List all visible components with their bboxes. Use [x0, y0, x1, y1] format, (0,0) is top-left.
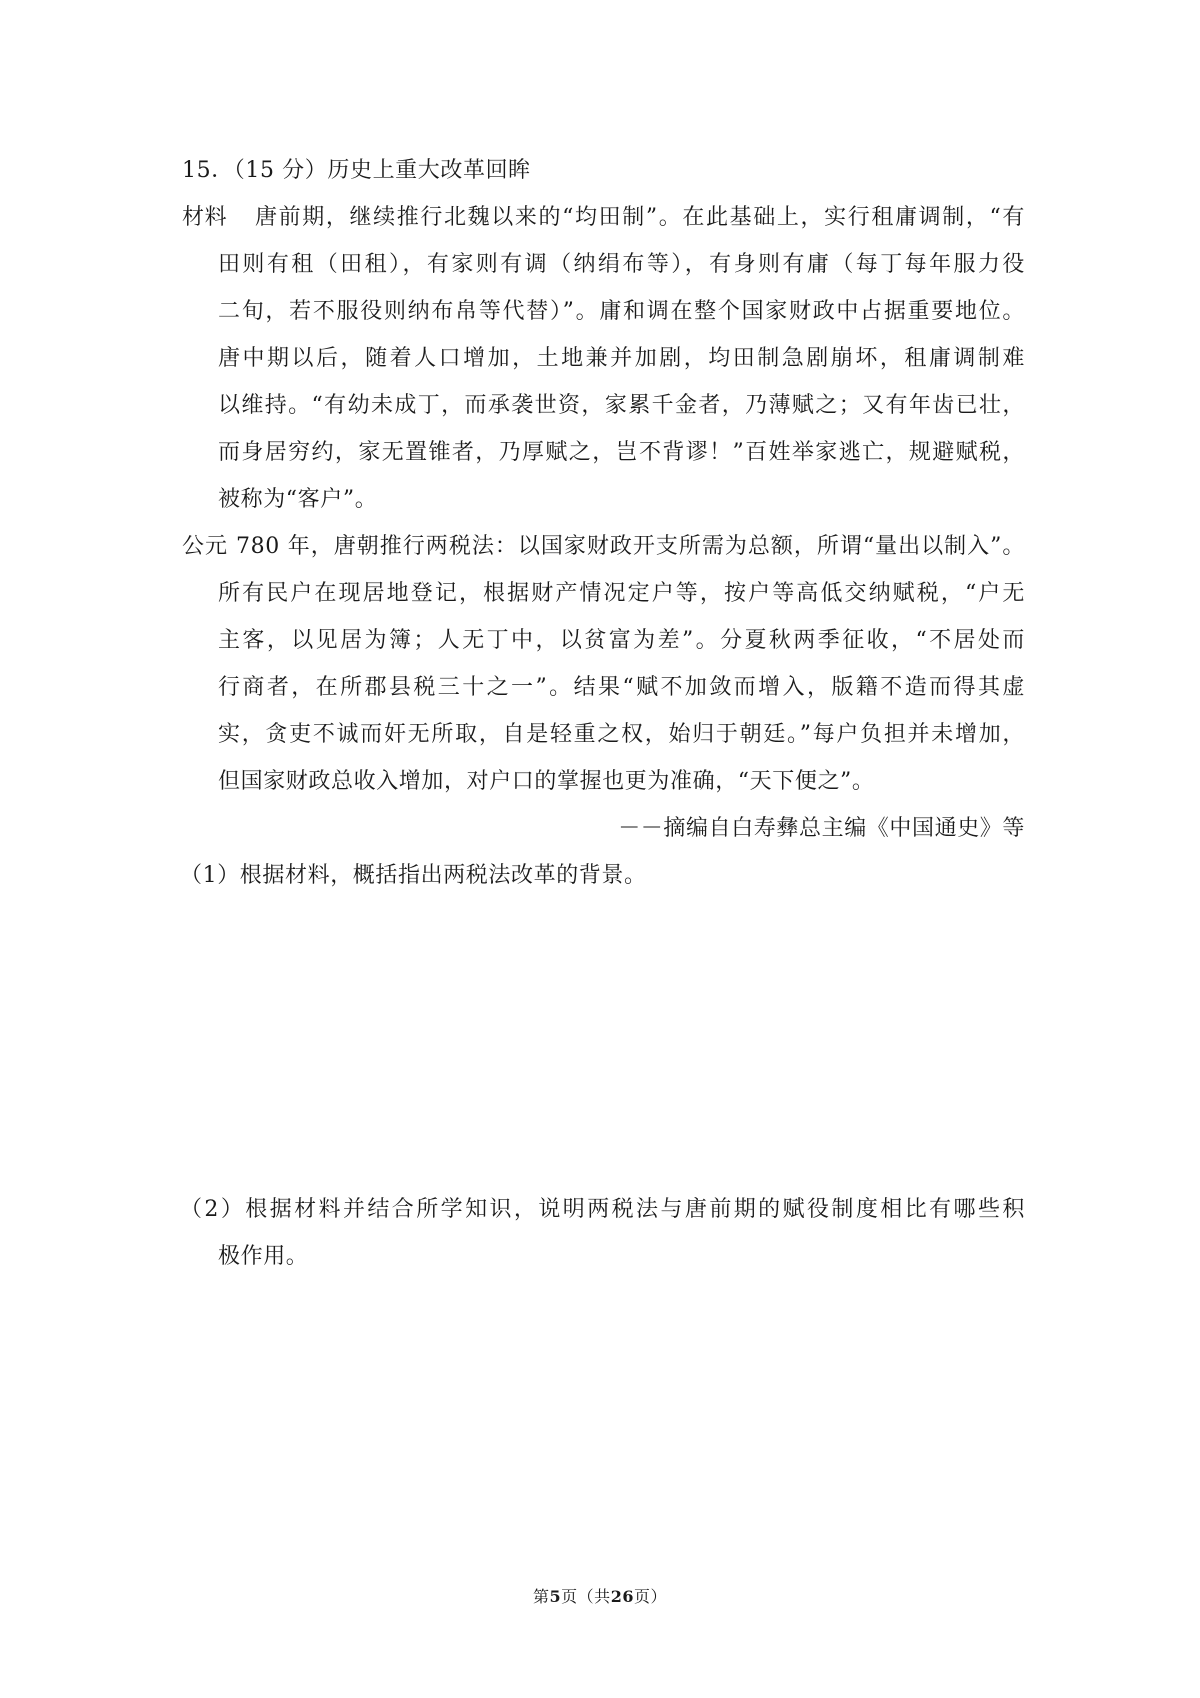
material-line: 田则有租（田租），有家则有调（纳绢布等），有身则有庸（每丁每年服力役: [218, 252, 1025, 277]
footer-suffix: 页）: [633, 1587, 667, 1606]
material2-line: 实，贪吏不诚而奸无所取，自是轻重之权，始归于朝廷。”每户负担并未增加，: [218, 722, 1025, 747]
material2-line: 公元 780 年，唐朝推行两税法：以国家财政开支所需为总额，所谓“量出以制入”。: [182, 534, 1025, 559]
sub-question-2-cont: 极作用。: [218, 1244, 309, 1269]
question-title: 15．（15 分）历史上重大改革回眸: [182, 158, 531, 183]
material-line: 唐前期，继续推行北魏以来的“均田制”。在此基础上，实行租庸调制，“有: [255, 205, 1025, 230]
material-line: 以维持。“有幼未成丁，而承袭世资，家累千金者，乃薄赋之；又有年齿已壮，: [218, 393, 1025, 418]
footer-middle: 页（共: [561, 1587, 611, 1606]
material2-line: 但国家财政总收入增加，对户口的掌握也更为准确，“天下便之”。: [218, 769, 875, 794]
footer-prefix: 第: [533, 1587, 550, 1606]
source-citation: －－摘编自白寿彝总主编《中国通史》等: [618, 816, 1025, 841]
material-label: 材料: [182, 205, 228, 230]
material-line: 唐中期以后，随着人口增加，土地兼并加剧，均田制急剧崩坏，租庸调制难: [218, 346, 1025, 371]
material2-line: 所有民户在现居地登记，根据财产情况定户等，按户等高低交纳赋税，“户无: [218, 581, 1025, 606]
material2-line: 行商者，在所郡县税三十之一”。结果“赋不加敛而增入，版籍不造而得其虚: [218, 675, 1025, 700]
material-line: 被称为“客户”。: [218, 487, 378, 512]
page-footer: [0, 1586, 1200, 1608]
material-line: 而身居穷约，家无置锥者，乃厚赋之，岂不背谬！”百姓举家逃亡，规避赋税，: [218, 440, 1025, 465]
material-line: 二旬，若不服役则纳布帛等代替）”。庸和调在整个国家财政中占据重要地位。: [218, 299, 1025, 324]
footer-page-number: 5: [549, 1587, 562, 1606]
footer-total-pages: 26: [610, 1587, 634, 1606]
sub-question-1: （1）根据材料，概括指出两税法改革的背景。: [180, 863, 647, 888]
sub-question-2: （2）根据材料并结合所学知识，说明两税法与唐前期的赋役制度相比有哪些积: [180, 1197, 1025, 1222]
material2-line: 主客，以见居为簿；人无丁中，以贫富为差”。分夏秋两季征收，“不居处而: [218, 628, 1025, 653]
